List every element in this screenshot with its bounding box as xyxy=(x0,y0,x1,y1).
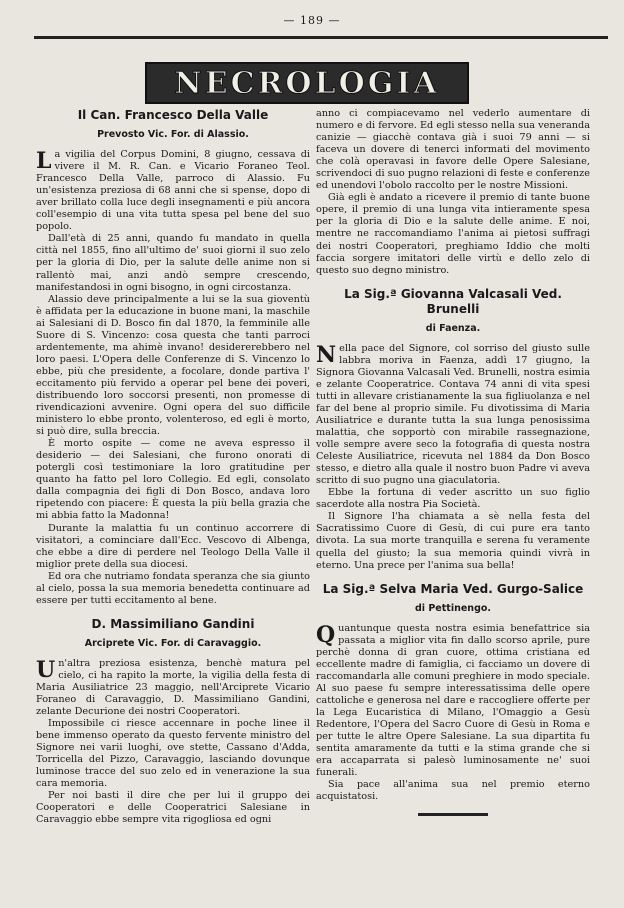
paragraph: Per noi basti il dire che per lui il gruppo dei Cooperatori e delle Cooperatrici Salesiane in Caravaggio ebbe sempre vita rigogliosa ed ogni xyxy=(36,790,310,826)
obituary-title-1: Il Can. Francesco Della Valle xyxy=(77,108,269,122)
paragraph: Sia pace all'anima sua nel premio eterno acquistatosi. xyxy=(316,779,590,803)
paragraph: Nella pace del Signore, col sorriso del giusto sulle labbra moriva in Faenza, addì 17 giugno, la Signora Giovanna Valcasali Ved. Brunelli, nostra esimia e zelante Cooperatrice. Contava 74 anni di vita spesi tutti in allevare cristianamente la sua figliuolanza e nel far del bene al proprio simile. Fu divotissima di Maria Ausiliatrice e durante tutta la sua lunga penosissima malattia, che sopportò con mirabile rassegnazione, volle sempre avere seco la fotografia di questa nostra Celeste Ausiliatrice, ricevuta nel 1884 da Don Bosco stesso, e dietro alla quale il nostro buon Padre vi aveva scritto di suo pugno una giaculatoria. xyxy=(316,341,590,487)
end-rule xyxy=(418,813,488,816)
drop-cap: U xyxy=(36,656,56,683)
paragraph: Impossibile ci riesce accennare in poche linee il bene immenso operato da questo fervente ministro del Signore nei varii luoghi, ove stette, Cassano d'Adda, Torricella del Pizzo, Caravaggio, lasciando dovunque luminose tracce del suo zelo ed in venerazione la sua cara memoria. xyxy=(36,718,310,790)
obituary-subtitle-4: di Pettinengo. xyxy=(414,602,491,614)
drop-cap: N xyxy=(316,341,337,368)
paragraph: Il Signore l'ha chiamata a sè nella festa del Sacratissimo Cuore di Gesù, di cui pure era tanto divota. La sua morte tranquilla e serena fu veramente quella del giusto; la sua memoria quindi vivrà in eterno. Una prece per l'anima sua bella! xyxy=(316,511,590,571)
paragraph: La vigilia del Corpus Domini, 8 giugno, cessava di vivere il M. R. Can. e Vicario Foraneo Teol. Francesco Della Valle, parroco di Alassio. Fu un'esistenza preziosa di 68 anni che si spense, dopo di aver brillato colla luce degli insegnamenti e più ancora coll'esempio di una vita tutta spesa pel bene del suo popolo. xyxy=(36,148,310,233)
drop-cap: Q xyxy=(316,621,336,648)
paragraph: Ebbe la fortuna di veder ascritto un suo figlio sacerdote alla nostra Pia Società. xyxy=(316,487,590,511)
paragraph: Ed ora che nutriamo fondata speranza che sia giunto al cielo, possa la sua memoria benedetta continuare ad essere per tutti eccitamento al bene. xyxy=(36,570,310,606)
section-banner xyxy=(145,62,469,104)
paragraph: anno ci compiacevamo nel vederlo aumentare di numero e di fervore. Ed egli stesso nella sua veneranda canizie — giacchè contava già i suoi 79 anni — si faceva un dovere di tenerci informati del movimento che colà operavasi in favore delle Opere Salesiane, scrivendoci di suo pugno relazioni di feste e conferenze ed unendovi l'obolo raccolto per le nostre Missioni. xyxy=(316,108,590,192)
paragraph: È morto ospite — come ne aveva espresso il desiderio — dei Salesiani, che furono onorati di potergli così testimoniare la loro gratitudine per quanto ha fatto pel loro Collegio. Ed egli, consolato dalla compagnia dei figli di Don Bosco, andava loro ripetendo con piacere: È questa la più bella grazia che mi abbia fatto la Madonna! xyxy=(36,438,310,522)
drop-cap: L xyxy=(36,148,52,175)
right-column xyxy=(316,108,590,816)
banner-title: NECROLOGIA xyxy=(174,65,440,101)
obituary-title-3: La Sig.ª Giovanna Valcasali Ved. Brunelli xyxy=(344,286,562,316)
header-rule xyxy=(34,36,608,39)
paragraph: Durante la malattia fu un continuo accorrere di visitatori, a cominciare dall'Ecc. Vescovo di Albenga, che ebbe a dire di perdere nel Teologo Della Valle il miglior prete della sua diocesi. xyxy=(36,522,310,570)
page-number: — 189 — xyxy=(283,14,341,27)
paragraph: Un'altra preziosa esistenza, benchè matura pel cielo, ci ha rapito la morte, la vigilia della festa di Maria Ausiliatrice 23 maggio, nell'Arciprete Vicario Foraneo di Caravaggio, D. Massimiliano Gandini, zelante Decurione dei nostri Cooperatori. xyxy=(36,656,310,718)
left-column xyxy=(36,108,310,827)
obituary-title-2: D. Massimiliano Gandini xyxy=(91,616,255,631)
paragraph: Quantunque questa nostra esimia benefattrice sia passata a miglior vita fin dallo scorso aprile, pure perchè donna di gran cuore, ottima cristiana ed eccellente madre di famiglia, ci facciamo un dovere di raccomandarla alle comuni preghiere in modo speciale. Al suo paese fu sempre interessatissima delle opere cattoliche e generosa nel dare e raccogliere offerte per la Lega Eucaristica di Milano, l'Omaggio a Gesù Redentore, l'Opera del Sacro Cuore di Gesù in Roma e per tutte le altre Opere Salesiane. La sua dipartita fu sentita amaramente da tutti e la stima grande che si era accaparrata si palesò luminosamente ne' suoi funerali. xyxy=(316,621,590,779)
paragraph: Già egli è andato a ricevere il premio di tante buone opere, il premio di una lunga vita intieramente spesa per la gloria di Dio e la salute delle anime. E noi, mentre ne raccomandiamo l'anima ai pietosi suffragi dei nostri Cooperatori, preghiamo Iddio che molti faccia sorgere imitatori delle virtù e dello zelo di questo suo degno ministro. xyxy=(316,192,590,276)
paragraph: Alassio deve principalmente a lui se la sua gioventù è affidata per la educazione in buone mani, la maschile ai Salesiani di D. Bosco fin dal 1870, la femminile alle Suore di S. Vincenzo: cosa questa che tanti parroci ardentemente, ma ahimè invano! desidererebbero nel loro paesi. L'Opera delle Conferenze di S. Vincenzo lo ebbe, più che presidente, a focolare, donde partiva l' eccitamento più fervido a operar pel bene dei poveri, distribuendo loro soccorsi presenti, non promesse di rivendicazioni avvenire. Ogni opera del suo difficile ministero lo ebbe pronto, volenteroso, ed egli è morto, si può dire, sulla breccia. xyxy=(36,293,310,438)
obituary-subtitle-3: di Faenza. xyxy=(425,322,481,334)
paragraph: Dall'età di 25 anni, quando fu mandato in quella città nel 1855, fino all'ultimo de' suoi giorni il suo zelo per la gloria di Dio, per la salute delle anime non si rallentò mai, anzi andò sempre crescendo, manifestandosi in ogni bisogno, in ogni circostanza. xyxy=(36,233,310,293)
obituary-subtitle-2: Arciprete Vic. For. di Caravaggio. xyxy=(84,637,262,649)
obituary-subtitle-1: Prevosto Vic. For. di Alassio. xyxy=(97,129,249,140)
obituary-title-4: La Sig.ª Selva Maria Ved. Gurgo-Salice xyxy=(322,581,584,596)
